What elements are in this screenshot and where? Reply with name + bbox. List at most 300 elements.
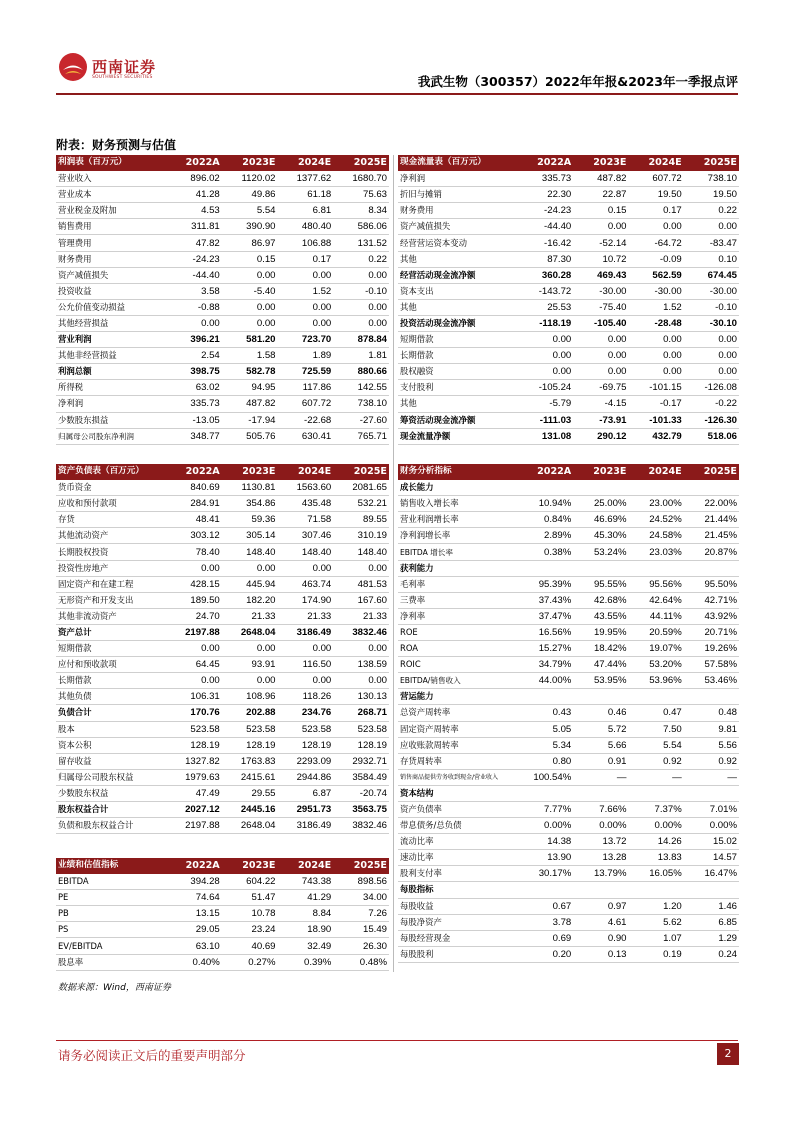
cell-value: 0.00: [166, 641, 222, 657]
row-label: 筹资活动现金流净额: [398, 412, 518, 428]
year-header: 2025E: [684, 464, 739, 480]
cell-value: 0.17: [278, 251, 334, 267]
cell-value: 118.26: [278, 689, 334, 705]
row-label: 资产总计: [56, 624, 166, 640]
cell-value: 5.05: [518, 721, 573, 737]
cell-value: 0.00: [278, 673, 334, 689]
cell-value: 2.54: [166, 348, 222, 364]
table-row: [398, 203, 739, 219]
cell-value: 22.00%: [684, 496, 739, 512]
cell-value: 0.90: [573, 930, 628, 946]
cell-value: 1680.70: [333, 171, 389, 187]
cell-value: [684, 689, 739, 705]
cell-value: 0.00: [573, 219, 628, 235]
row-label: EV/EBITDA: [56, 938, 166, 954]
cell-value: 0.00: [684, 364, 739, 380]
cell-value: 21.33: [222, 608, 278, 624]
row-label: 其他非流动资产: [56, 608, 166, 624]
table-row: [56, 267, 389, 283]
row-label: PS: [56, 922, 166, 938]
cell-value: 4.61: [573, 914, 628, 930]
cell-value: 46.69%: [573, 512, 628, 528]
row-label: 销售收入增长率: [398, 496, 518, 512]
year-header: 2024E: [629, 464, 684, 480]
row-label: 其他流动资产: [56, 528, 166, 544]
table-row: [398, 673, 739, 689]
row-label: 留存收益: [56, 753, 166, 769]
cell-value: 29.05: [166, 922, 222, 938]
cell-value: 1.52: [278, 283, 334, 299]
cell-value: 128.19: [333, 737, 389, 753]
cell-value: 63.10: [166, 938, 222, 954]
year-header: 2025E: [333, 464, 389, 480]
cell-value: 2.89%: [518, 528, 573, 544]
row-label: 无形资产和开发支出: [56, 592, 166, 608]
cell-value: 523.58: [278, 721, 334, 737]
cell-value: 335.73: [518, 171, 573, 187]
row-label: 财务费用: [56, 251, 166, 267]
cell-value: 0.22: [333, 251, 389, 267]
cell-value: 674.45: [684, 267, 739, 283]
cell-value: 189.50: [166, 592, 222, 608]
row-label: 净利润: [56, 396, 166, 412]
cell-value: 5.54: [629, 737, 684, 753]
year-header: 2023E: [573, 464, 628, 480]
cell-value: [573, 882, 628, 898]
cell-value: 0.00: [629, 364, 684, 380]
cell-value: -44.40: [518, 219, 573, 235]
cell-value: 32.49: [278, 938, 334, 954]
cell-value: [518, 882, 573, 898]
cell-value: 86.97: [222, 235, 278, 251]
cell-value: 117.86: [278, 380, 334, 396]
cell-value: 24.70: [166, 608, 222, 624]
row-label: 少数股东损益: [56, 412, 166, 428]
cell-value: 878.84: [333, 332, 389, 348]
cell-value: 5.34: [518, 737, 573, 753]
cell-value: 523.58: [333, 721, 389, 737]
table-header-row: [56, 858, 389, 874]
brand-name: 西南证券: [92, 58, 157, 76]
cell-value: 0.00: [684, 219, 739, 235]
cell-value: 128.19: [166, 737, 222, 753]
row-label: 短期借款: [56, 641, 166, 657]
cell-value: 43.92%: [684, 608, 739, 624]
row-label: 公允价值变动损益: [56, 299, 166, 315]
cell-value: 335.73: [166, 396, 222, 412]
cell-value: 138.59: [333, 657, 389, 673]
row-label: 销售商品提供劳务收到现金/营业收入: [398, 769, 518, 785]
cell-value: 7.50: [629, 721, 684, 737]
cell-value: -64.72: [629, 235, 684, 251]
table-row: [56, 938, 389, 954]
row-label: 其他: [398, 396, 518, 412]
cell-value: -17.94: [222, 412, 278, 428]
cell-value: 42.71%: [684, 592, 739, 608]
cell-value: [684, 480, 739, 496]
year-header: 2022A: [166, 155, 222, 171]
cell-value: 26.30: [333, 938, 389, 954]
row-label: 毛利率: [398, 576, 518, 592]
cell-value: 0.00%: [684, 818, 739, 834]
row-label: 利润总额: [56, 364, 166, 380]
cell-value: 41.29: [278, 890, 334, 906]
row-label: 股东权益合计: [56, 801, 166, 817]
cell-value: 0.00: [684, 348, 739, 364]
table-row: [398, 946, 739, 962]
cell-value: 0.00: [518, 332, 573, 348]
cell-value: 53.95%: [573, 673, 628, 689]
table-row: [56, 769, 389, 785]
cell-value: 880.66: [333, 364, 389, 380]
cell-value: 0.00: [222, 299, 278, 315]
cell-value: 348.77: [166, 428, 222, 444]
cell-value: 57.58%: [684, 657, 739, 673]
table-row: [398, 882, 739, 898]
cell-value: 21.44%: [684, 512, 739, 528]
cell-value: 24.58%: [629, 528, 684, 544]
cell-value: 34.79%: [518, 657, 573, 673]
table-row: [56, 608, 389, 624]
row-label: 投资性房地产: [56, 560, 166, 576]
table-title: 利润表（百万元）: [56, 155, 166, 171]
header-divider: [56, 93, 738, 95]
cell-value: 23.24: [222, 922, 278, 938]
cell-value: 7.37%: [629, 801, 684, 817]
cell-value: 0.00: [333, 299, 389, 315]
cell-value: 6.87: [278, 785, 334, 801]
cell-value: 1.29: [684, 930, 739, 946]
cell-value: -30.10: [684, 315, 739, 331]
row-label: 存货: [56, 512, 166, 528]
cell-value: -0.10: [333, 283, 389, 299]
row-label: 其他: [398, 299, 518, 315]
cell-value: 0.00: [333, 267, 389, 283]
cell-value: 37.47%: [518, 608, 573, 624]
row-label: ROE: [398, 624, 518, 640]
cell-value: —: [684, 769, 739, 785]
cell-value: 390.90: [222, 219, 278, 235]
cell-value: 0.00: [333, 641, 389, 657]
row-label: 净利润: [398, 171, 518, 187]
cell-value: 630.41: [278, 428, 334, 444]
table-header-row: [398, 464, 739, 480]
table-row: [56, 380, 389, 396]
row-label: 现金流量净额: [398, 428, 518, 444]
row-label: 营业利润: [56, 332, 166, 348]
year-header: 2025E: [684, 155, 739, 171]
cell-value: 51.47: [222, 890, 278, 906]
table-row: [398, 930, 739, 946]
year-header: 2022A: [166, 464, 222, 480]
cell-value: 2197.88: [166, 818, 222, 834]
cell-value: 2932.71: [333, 753, 389, 769]
row-label: 营业成本: [56, 187, 166, 203]
cell-value: 0.69: [518, 930, 573, 946]
cell-value: 16.47%: [684, 866, 739, 882]
table-row: [56, 412, 389, 428]
cell-value: 607.72: [629, 171, 684, 187]
cell-value: 16.05%: [629, 866, 684, 882]
cell-value: 1979.63: [166, 769, 222, 785]
cell-value: 723.70: [278, 332, 334, 348]
cell-value: 3832.46: [333, 818, 389, 834]
cell-value: -22.68: [278, 412, 334, 428]
cell-value: 42.64%: [629, 592, 684, 608]
cell-value: 7.26: [333, 906, 389, 922]
cell-value: 63.02: [166, 380, 222, 396]
cell-value: 743.38: [278, 874, 334, 890]
table-row: [56, 641, 389, 657]
cell-value: 0.00%: [518, 818, 573, 834]
cell-value: 523.58: [166, 721, 222, 737]
cell-value: 40.69: [222, 938, 278, 954]
disclaimer-footer: 请务必阅读正文后的重要声明部分: [58, 1048, 246, 1063]
table-row: [398, 396, 739, 412]
cell-value: 21.45%: [684, 528, 739, 544]
row-label: 归属母公司股东权益: [56, 769, 166, 785]
cell-value: -44.40: [166, 267, 222, 283]
cell-value: 268.71: [333, 705, 389, 721]
cell-value: 0.00: [629, 332, 684, 348]
cell-value: -0.17: [629, 396, 684, 412]
cell-value: 59.36: [222, 512, 278, 528]
table-row: [398, 689, 739, 705]
cell-value: -105.24: [518, 380, 573, 396]
table-row: [398, 608, 739, 624]
cell-value: 738.10: [333, 396, 389, 412]
cell-value: 0.00: [573, 348, 628, 364]
row-label: 货币资金: [56, 480, 166, 496]
cell-value: 5.54: [222, 203, 278, 219]
cell-value: 738.10: [684, 171, 739, 187]
table-row: [398, 315, 739, 331]
year-header: 2022A: [518, 155, 573, 171]
balance-sheet-table: [56, 464, 389, 834]
cell-value: 5.66: [573, 737, 628, 753]
table-row: [398, 332, 739, 348]
table-row: [56, 364, 389, 380]
table-row: [398, 737, 739, 753]
cell-value: 840.69: [166, 480, 222, 496]
cell-value: 3832.46: [333, 624, 389, 640]
row-label: 长期借款: [56, 673, 166, 689]
cell-value: 307.46: [278, 528, 334, 544]
cell-value: 1.81: [333, 348, 389, 364]
cell-value: [684, 882, 739, 898]
cell-value: 53.46%: [684, 673, 739, 689]
row-label: 固定资产周转率: [398, 721, 518, 737]
cell-value: 0.24: [684, 946, 739, 962]
cell-value: 0.92: [629, 753, 684, 769]
cell-value: [629, 785, 684, 801]
cell-value: [684, 785, 739, 801]
table-row: [56, 801, 389, 817]
cell-value: 0.00: [166, 673, 222, 689]
cell-value: 29.55: [222, 785, 278, 801]
table-row: [56, 512, 389, 528]
cell-value: 0.22: [684, 203, 739, 219]
cell-value: 10.78: [222, 906, 278, 922]
cell-value: 19.26%: [684, 641, 739, 657]
cell-value: 360.28: [518, 267, 573, 283]
row-label: 销售费用: [56, 219, 166, 235]
valuation-table: [56, 858, 389, 971]
table-row: [56, 753, 389, 769]
cell-value: 167.60: [333, 592, 389, 608]
cell-value: 0.00: [333, 315, 389, 331]
page-number: 2: [717, 1043, 739, 1065]
cell-value: -0.88: [166, 299, 222, 315]
cell-value: 1130.81: [222, 480, 278, 496]
table-row: [398, 480, 739, 496]
cell-value: 202.88: [222, 705, 278, 721]
table-row: [398, 299, 739, 315]
cell-value: 0.91: [573, 753, 628, 769]
cell-value: 21.33: [333, 608, 389, 624]
cell-value: 0.15: [573, 203, 628, 219]
cell-value: 0.27%: [222, 954, 278, 970]
cell-value: 0.40%: [166, 954, 222, 970]
table-row: [398, 866, 739, 882]
cell-value: 1.20: [629, 898, 684, 914]
cell-value: 2081.65: [333, 480, 389, 496]
cell-value: 20.59%: [629, 624, 684, 640]
row-label: 每股净资产: [398, 914, 518, 930]
row-label: EBITDA/销售收入: [398, 673, 518, 689]
table-row: [398, 380, 739, 396]
cell-value: 2648.04: [222, 818, 278, 834]
cell-value: 47.44%: [573, 657, 628, 673]
year-header: 2024E: [278, 858, 334, 874]
row-label: 净利率: [398, 608, 518, 624]
row-label: 财务费用: [398, 203, 518, 219]
table-row: [56, 624, 389, 640]
table-title: 现金流量表（百万元）: [398, 155, 518, 171]
table-row: [56, 171, 389, 187]
row-label: 支付股利: [398, 380, 518, 396]
cell-value: 3563.75: [333, 801, 389, 817]
table-row: [56, 219, 389, 235]
year-header: 2023E: [222, 858, 278, 874]
cell-value: -52.14: [573, 235, 628, 251]
row-label: 成长能力: [398, 480, 518, 496]
table-row: [398, 364, 739, 380]
report-title: 我武生物（300357）2022年年报&2023年一季报点评: [417, 74, 738, 89]
cell-value: 75.63: [333, 187, 389, 203]
row-label: 净利润增长率: [398, 528, 518, 544]
cell-value: 1.52: [629, 299, 684, 315]
cell-value: 34.00: [333, 890, 389, 906]
cell-value: 0.00: [222, 315, 278, 331]
cell-value: 7.01%: [684, 801, 739, 817]
cell-value: 0.00: [166, 560, 222, 576]
cell-value: 78.40: [166, 544, 222, 560]
cell-value: 435.48: [278, 496, 334, 512]
cell-value: 87.30: [518, 251, 573, 267]
cell-value: 95.50%: [684, 576, 739, 592]
cell-value: 0.00: [222, 673, 278, 689]
table-row: [56, 689, 389, 705]
cell-value: 43.55%: [573, 608, 628, 624]
table-row: [56, 785, 389, 801]
cell-value: -105.40: [573, 315, 628, 331]
brand-logo: [58, 50, 168, 90]
cell-value: 93.91: [222, 657, 278, 673]
cell-value: 130.13: [333, 689, 389, 705]
income-statement-table: [56, 155, 389, 445]
cell-value: -101.15: [629, 380, 684, 396]
table-row: [56, 592, 389, 608]
cell-value: 22.30: [518, 187, 573, 203]
cell-value: —: [573, 769, 628, 785]
row-label: 每股经营现金: [398, 930, 518, 946]
row-label: 每股收益: [398, 898, 518, 914]
table-row: [56, 480, 389, 496]
table-row: [398, 641, 739, 657]
cell-value: -13.05: [166, 412, 222, 428]
cell-value: 1120.02: [222, 171, 278, 187]
row-label: 带息债务/总负债: [398, 818, 518, 834]
cell-value: -27.60: [333, 412, 389, 428]
cell-value: [684, 560, 739, 576]
cell-value: 607.72: [278, 396, 334, 412]
cell-value: 586.06: [333, 219, 389, 235]
cell-value: 13.90: [518, 850, 573, 866]
cell-value: 94.95: [222, 380, 278, 396]
cell-value: 284.91: [166, 496, 222, 512]
cell-value: [573, 785, 628, 801]
cell-value: [518, 785, 573, 801]
cell-value: 354.86: [222, 496, 278, 512]
cell-value: 13.15: [166, 906, 222, 922]
cell-value: 30.17%: [518, 866, 573, 882]
row-label: 应收账款周转率: [398, 737, 518, 753]
cell-value: 53.24%: [573, 544, 628, 560]
cell-value: 0.00%: [573, 818, 628, 834]
cell-value: 100.54%: [518, 769, 573, 785]
row-label: 管理费用: [56, 235, 166, 251]
row-label: ROA: [398, 641, 518, 657]
row-label: 总资产周转率: [398, 705, 518, 721]
cell-value: 14.38: [518, 834, 573, 850]
cell-value: -5.40: [222, 283, 278, 299]
table-row: [56, 737, 389, 753]
table-row: [56, 705, 389, 721]
cell-value: 3584.49: [333, 769, 389, 785]
cell-value: -126.08: [684, 380, 739, 396]
row-label: 资本支出: [398, 283, 518, 299]
cell-value: 95.56%: [629, 576, 684, 592]
cell-value: 25.53: [518, 299, 573, 315]
row-label: 长期借款: [398, 348, 518, 364]
cell-value: 3186.49: [278, 624, 334, 640]
cell-value: 432.79: [629, 428, 684, 444]
cell-value: 19.95%: [573, 624, 628, 640]
cell-value: -118.19: [518, 315, 573, 331]
cell-value: 1.58: [222, 348, 278, 364]
cell-value: 0.00: [222, 560, 278, 576]
cell-value: 0.00: [278, 560, 334, 576]
cell-value: 14.57: [684, 850, 739, 866]
year-header: 2023E: [573, 155, 628, 171]
table-row: [398, 657, 739, 673]
cell-value: 16.56%: [518, 624, 573, 640]
cell-value: 725.59: [278, 364, 334, 380]
cell-value: -0.22: [684, 396, 739, 412]
cell-value: 311.81: [166, 219, 222, 235]
cell-value: 74.64: [166, 890, 222, 906]
